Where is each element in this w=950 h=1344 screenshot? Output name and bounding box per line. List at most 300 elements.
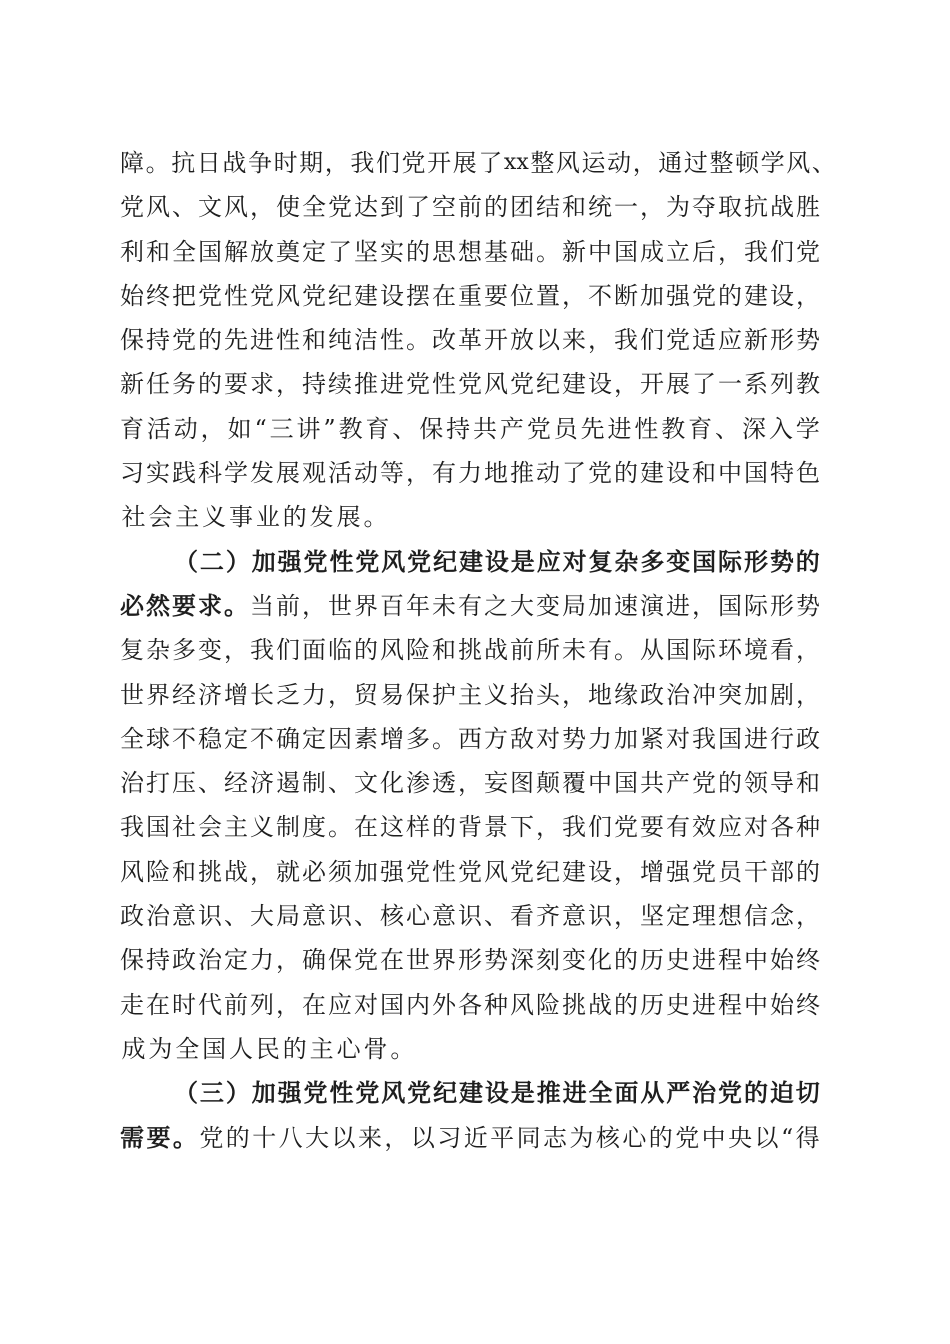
- text-char: 党: [458, 370, 482, 399]
- text-char: 历: [640, 946, 664, 975]
- text-char: 中: [744, 946, 768, 975]
- text-char: 的: [282, 503, 307, 532]
- heading-char: 对: [562, 546, 587, 576]
- text-char: ，: [796, 680, 820, 709]
- heading-char: 的: [743, 1078, 768, 1108]
- heading-char: 国: [692, 546, 717, 576]
- text-char: 所: [536, 636, 560, 665]
- text-char: 心: [622, 1123, 647, 1152]
- text-char: 成: [640, 237, 664, 266]
- text-char: 终: [796, 990, 820, 1019]
- text-char: 全: [172, 237, 196, 266]
- text-char: 学: [795, 414, 820, 443]
- text-char: 形: [458, 946, 482, 975]
- text-char: 素: [354, 724, 378, 753]
- text-char: 终: [796, 946, 820, 975]
- text-char: 、: [172, 193, 196, 222]
- text-char: 成: [121, 1034, 146, 1063]
- text-char: 社: [172, 813, 196, 842]
- text-char: ，: [632, 149, 657, 177]
- text-char: 育: [120, 414, 144, 443]
- section-heading-line: [120, 1071, 820, 1115]
- text-char: 导: [770, 769, 794, 798]
- text-char: 们: [640, 326, 664, 355]
- paragraph-line: [120, 938, 820, 982]
- text-char: 主: [309, 1034, 334, 1063]
- text-char: 纯: [328, 326, 352, 355]
- heading-char: 变: [666, 546, 691, 576]
- text-char: 刻: [536, 946, 560, 975]
- text-char: 前: [510, 636, 534, 665]
- text-char: 国: [718, 591, 742, 620]
- heading-char: 设: [484, 1078, 509, 1108]
- text-char: 的: [354, 636, 378, 665]
- text-char: 种: [484, 990, 508, 1019]
- text-char: 设: [588, 857, 612, 886]
- text-char: 定: [224, 724, 248, 753]
- text-char: 度: [302, 813, 326, 842]
- text-char: 挑: [562, 990, 586, 1019]
- text-char: 空: [432, 193, 456, 222]
- text-char: 核: [595, 1123, 620, 1152]
- heading-char: 要: [146, 1122, 171, 1152]
- text-char: 有: [432, 459, 456, 488]
- text-char: 、: [484, 902, 508, 931]
- text-char: 党: [692, 281, 716, 310]
- text-char: 到: [380, 193, 404, 222]
- text-char: ，: [276, 946, 300, 975]
- paragraph-line: [120, 230, 820, 274]
- text-char: 思: [432, 237, 456, 266]
- text-char: 终: [146, 281, 170, 310]
- text-char: 透: [432, 769, 456, 798]
- text-char: 三: [269, 414, 294, 443]
- text-char: 义: [250, 813, 274, 842]
- text-char: 意: [432, 902, 456, 931]
- heading-char: 建: [458, 1078, 483, 1108]
- text-char: ，: [588, 326, 612, 355]
- text-char: 行: [770, 724, 794, 753]
- text-char: 适: [692, 326, 716, 355]
- text-char: 乏: [276, 680, 300, 709]
- text-char: 动: [173, 414, 198, 443]
- text-char: 经: [172, 680, 196, 709]
- heading-char: ）: [225, 546, 250, 576]
- text-char: 始: [120, 281, 144, 310]
- text-char: 我: [614, 326, 638, 355]
- text-char: 环: [718, 636, 742, 665]
- heading-char: 强: [277, 1078, 302, 1108]
- text-char: 界: [354, 591, 378, 620]
- text-char: 设: [666, 459, 690, 488]
- text-char: 在: [146, 990, 170, 1019]
- text-char: 发: [309, 503, 334, 532]
- text-char: 学: [760, 149, 785, 177]
- text-char: 党: [354, 946, 378, 975]
- text-char: 时: [172, 990, 196, 1019]
- text-char: 界: [432, 946, 456, 975]
- text-char: 、: [224, 902, 248, 931]
- text-char: 如: [227, 414, 252, 443]
- heading-char: 求: [198, 590, 222, 620]
- text-char: 中: [588, 769, 612, 798]
- text-char: 渗: [406, 769, 430, 798]
- text-char: 加: [614, 724, 638, 753]
- text-char: 党: [588, 459, 612, 488]
- text-char: 我: [562, 813, 586, 842]
- text-char: 识: [328, 902, 352, 931]
- text-char: 了: [406, 193, 430, 222]
- paragraph-line: [120, 274, 820, 318]
- text-char: 产: [499, 414, 524, 443]
- text-char: 断: [614, 281, 638, 310]
- text-char: 教: [338, 414, 363, 443]
- text-char: ，: [614, 902, 638, 931]
- text-char: 共: [640, 769, 664, 798]
- text-char: 基: [484, 237, 508, 266]
- text-char: 这: [380, 813, 404, 842]
- paragraph-line: [120, 1027, 820, 1071]
- text-char: 社: [121, 503, 146, 532]
- text-char: 确: [302, 946, 326, 975]
- text-char: 进: [692, 946, 716, 975]
- text-char: 意: [172, 902, 196, 931]
- text-char: 背: [458, 813, 482, 842]
- text-char: 风: [786, 149, 811, 177]
- text-char: 。: [363, 503, 388, 532]
- text-char: 力: [588, 724, 612, 753]
- text-char: 续: [328, 370, 352, 399]
- text-char: 纪: [536, 370, 560, 399]
- text-char: 要: [484, 281, 508, 310]
- heading-char: 面: [614, 1078, 639, 1108]
- text-char: 走: [120, 990, 144, 1019]
- text-char: 设: [380, 281, 404, 310]
- text-char: 要: [640, 813, 664, 842]
- text-char: “: [254, 414, 267, 443]
- text-char: 紧: [640, 724, 664, 753]
- text-char: 理: [692, 902, 716, 931]
- text-char: 党: [250, 281, 274, 310]
- text-char: ，: [796, 281, 820, 310]
- text-char: 部: [770, 857, 794, 886]
- text-char: 应: [718, 326, 742, 355]
- text-char: 党: [614, 813, 638, 842]
- heading-char: 性: [329, 1078, 354, 1108]
- text-char: 缘: [614, 680, 638, 709]
- text-char: 抬: [510, 680, 534, 709]
- text-char: 抗: [744, 193, 768, 222]
- text-char: 和: [796, 769, 820, 798]
- text-char: 取: [718, 193, 742, 222]
- heading-char: 复: [588, 546, 613, 576]
- text-char: 整: [709, 149, 734, 177]
- text-char: ”: [323, 414, 336, 443]
- text-char: 的: [718, 769, 742, 798]
- text-char: 敌: [510, 724, 534, 753]
- heading-char: 设: [484, 546, 509, 576]
- text-char: 大: [250, 902, 274, 931]
- text-char: 坚: [354, 237, 378, 266]
- text-char: 期: [299, 149, 324, 177]
- heading-char: 推: [536, 1078, 561, 1108]
- text-char: 冲: [692, 680, 716, 709]
- heading-char: 应: [536, 546, 561, 576]
- text-char: 性: [276, 326, 300, 355]
- text-char: 建: [562, 370, 586, 399]
- text-char: 来: [357, 1123, 382, 1152]
- text-char: 的: [796, 857, 820, 886]
- text-char: ，: [458, 769, 482, 798]
- text-char: 、: [392, 414, 417, 443]
- heading-char: ）: [225, 1078, 250, 1108]
- text-char: 变: [198, 636, 222, 665]
- text-char: 坚: [640, 902, 664, 931]
- text-char: 的: [432, 813, 456, 842]
- text-char: 产: [666, 769, 690, 798]
- text-char: 团: [510, 193, 534, 222]
- text-char: 强: [666, 281, 690, 310]
- heading-char: 形: [743, 546, 768, 576]
- text-char: 变: [536, 591, 560, 620]
- text-char: 我: [744, 237, 768, 266]
- text-char: 开: [484, 326, 508, 355]
- text-char: 我: [350, 149, 375, 177]
- text-char: 、: [811, 149, 836, 177]
- heading-char: 强: [277, 546, 302, 576]
- text-char: 须: [328, 857, 352, 886]
- heading-char: 党: [303, 546, 328, 576]
- text-char: 置: [536, 281, 560, 310]
- text-char: 新: [744, 326, 768, 355]
- text-char: 形: [770, 326, 794, 355]
- text-char: 方: [484, 724, 508, 753]
- heading-char: 二: [199, 546, 224, 576]
- text-char: 当: [250, 591, 274, 620]
- text-char: 和: [172, 857, 196, 886]
- text-char: 对: [536, 724, 560, 753]
- text-char: 全: [175, 1034, 200, 1063]
- text-char: 民: [255, 1034, 280, 1063]
- text-char: 习: [437, 1123, 462, 1152]
- text-char: 以: [410, 1123, 435, 1152]
- text-char: 我: [250, 636, 274, 665]
- text-char: 下: [510, 813, 534, 842]
- text-char: 习: [120, 459, 144, 488]
- text-char: 深: [741, 414, 766, 443]
- text-char: 整: [530, 149, 555, 177]
- text-char: 党: [510, 857, 534, 886]
- text-char: 以: [536, 326, 560, 355]
- paragraph-line: [120, 185, 820, 229]
- text-char: 党: [675, 1123, 700, 1152]
- text-char: 们: [276, 636, 300, 665]
- text-char: 风: [224, 193, 248, 222]
- text-char: ，: [796, 636, 820, 665]
- text-char: 颠: [536, 769, 560, 798]
- heading-char: 纪: [433, 1078, 458, 1108]
- text-char: ，: [250, 193, 274, 222]
- text-char: 性: [634, 414, 659, 443]
- text-char: 对: [354, 990, 378, 1019]
- text-char: 党: [692, 857, 716, 886]
- heading-char: （: [174, 1078, 198, 1108]
- text-char: 速: [614, 591, 638, 620]
- text-char: 的: [718, 281, 742, 310]
- text-char: 建: [354, 281, 378, 310]
- text-char: 展: [336, 503, 361, 532]
- text-char: 设: [588, 370, 612, 399]
- heading-char: 全: [588, 1078, 613, 1108]
- text-char: 史: [666, 990, 690, 1019]
- text-char: 图: [510, 769, 534, 798]
- text-char: 新: [562, 237, 586, 266]
- text-char: 强: [380, 857, 404, 886]
- text-char: 开: [427, 149, 452, 177]
- text-char: 障: [120, 149, 144, 177]
- text-char: 国: [718, 724, 742, 753]
- text-char: 建: [744, 281, 768, 310]
- text-char: 们: [375, 149, 400, 177]
- text-char: 剧: [770, 680, 794, 709]
- text-char: 之: [484, 591, 508, 620]
- text-char: ，: [276, 990, 300, 1019]
- text-char: 深: [510, 946, 534, 975]
- text-char: 易: [380, 680, 404, 709]
- text-char: 全: [120, 724, 144, 753]
- text-char: 洁: [354, 326, 378, 355]
- text-char: ，: [692, 591, 716, 620]
- text-char: 保: [419, 414, 444, 443]
- text-char: 科: [198, 459, 222, 488]
- text-char: 。: [390, 1034, 415, 1063]
- text-char: 遏: [276, 769, 300, 798]
- text-char: 形: [770, 591, 794, 620]
- text-char: 临: [328, 636, 352, 665]
- heading-char: 党: [355, 546, 380, 576]
- text-char: 头: [536, 680, 560, 709]
- text-char: 会: [198, 813, 222, 842]
- text-char: 各: [770, 813, 794, 842]
- text-char: 中: [718, 459, 742, 488]
- text-char: 开: [640, 370, 664, 399]
- heading-char: 然: [146, 590, 170, 620]
- text-char: 保: [406, 680, 430, 709]
- text-char: 未: [432, 591, 456, 620]
- text-char: 得: [795, 1123, 820, 1152]
- text-char: 经: [224, 769, 248, 798]
- text-char: 济: [198, 680, 222, 709]
- text-char: 为: [148, 1034, 173, 1063]
- text-char: 、: [715, 414, 740, 443]
- text-char: 世: [120, 680, 144, 709]
- text-char: 一: [718, 370, 742, 399]
- text-char: 党: [328, 193, 352, 222]
- paragraph-line: [120, 761, 820, 805]
- text-char: 不: [588, 281, 612, 310]
- text-char: 程: [718, 990, 742, 1019]
- text-char: 长: [250, 680, 274, 709]
- text-char: 动: [354, 459, 378, 488]
- heading-char: 多: [640, 546, 665, 576]
- text-char: 的: [225, 1123, 250, 1152]
- text-char: ，: [224, 636, 248, 665]
- text-char: 压: [172, 769, 196, 798]
- text-char: 任: [146, 370, 170, 399]
- text-char: 来: [562, 326, 586, 355]
- text-char: 治: [198, 946, 222, 975]
- text-char: 们: [588, 813, 612, 842]
- text-char: 中: [744, 990, 768, 1019]
- text-char: 应: [328, 990, 352, 1019]
- text-char: 挑: [198, 857, 222, 886]
- text-char: 改: [432, 326, 456, 355]
- heading-char: 是: [510, 1078, 535, 1108]
- text-char: 政: [796, 724, 820, 753]
- text-char: 。: [536, 237, 560, 266]
- text-char: 党: [458, 857, 482, 886]
- text-char: 等: [380, 459, 404, 488]
- text-char: 突: [718, 680, 742, 709]
- text-char: 险: [536, 990, 560, 1019]
- text-char: 覆: [562, 769, 586, 798]
- text-char: 挑: [458, 636, 482, 665]
- text-char: 人: [229, 1034, 253, 1063]
- text-char: 员: [553, 414, 578, 443]
- paragraph-line: [120, 983, 820, 1027]
- text-char: 保: [120, 326, 144, 355]
- text-char: 多: [172, 636, 196, 665]
- paragraph-line: [120, 717, 820, 761]
- text-char: 干: [744, 857, 768, 886]
- text-char: 风: [120, 857, 144, 886]
- text-char: 对: [744, 813, 768, 842]
- text-char: 国: [198, 237, 222, 266]
- text-char: 战: [588, 990, 612, 1019]
- text-char: 看: [510, 902, 534, 931]
- heading-char: 党: [718, 1078, 743, 1108]
- text-char: 使: [276, 193, 300, 222]
- text-char: 西: [458, 724, 482, 753]
- text-char: 外: [432, 990, 456, 1019]
- text-char: 前: [276, 591, 300, 620]
- text-char: 核: [380, 902, 404, 931]
- text-char: 前: [224, 990, 248, 1019]
- text-char: 实: [146, 459, 170, 488]
- text-char: 心: [336, 1034, 361, 1063]
- text-char: 稳: [198, 724, 222, 753]
- paragraph-line: [120, 362, 820, 406]
- text-char: 育: [365, 414, 390, 443]
- paragraph-line: [120, 495, 820, 539]
- text-char: 解: [224, 237, 248, 266]
- text-char: 政: [120, 902, 144, 931]
- text-char: 政: [640, 680, 664, 709]
- text-char: 主: [224, 813, 248, 842]
- text-char: ，: [324, 149, 349, 177]
- text-char: 列: [250, 990, 274, 1019]
- text-char: ，: [250, 857, 274, 886]
- heading-char: 加: [251, 546, 276, 576]
- text-char: 。: [432, 724, 456, 753]
- text-char: 系: [744, 370, 768, 399]
- text-char: 局: [562, 591, 586, 620]
- text-char: 持: [302, 370, 326, 399]
- text-char: ，: [384, 1123, 409, 1152]
- text-char: 发: [250, 459, 274, 488]
- text-char: ，: [406, 459, 430, 488]
- text-char: 界: [146, 680, 170, 709]
